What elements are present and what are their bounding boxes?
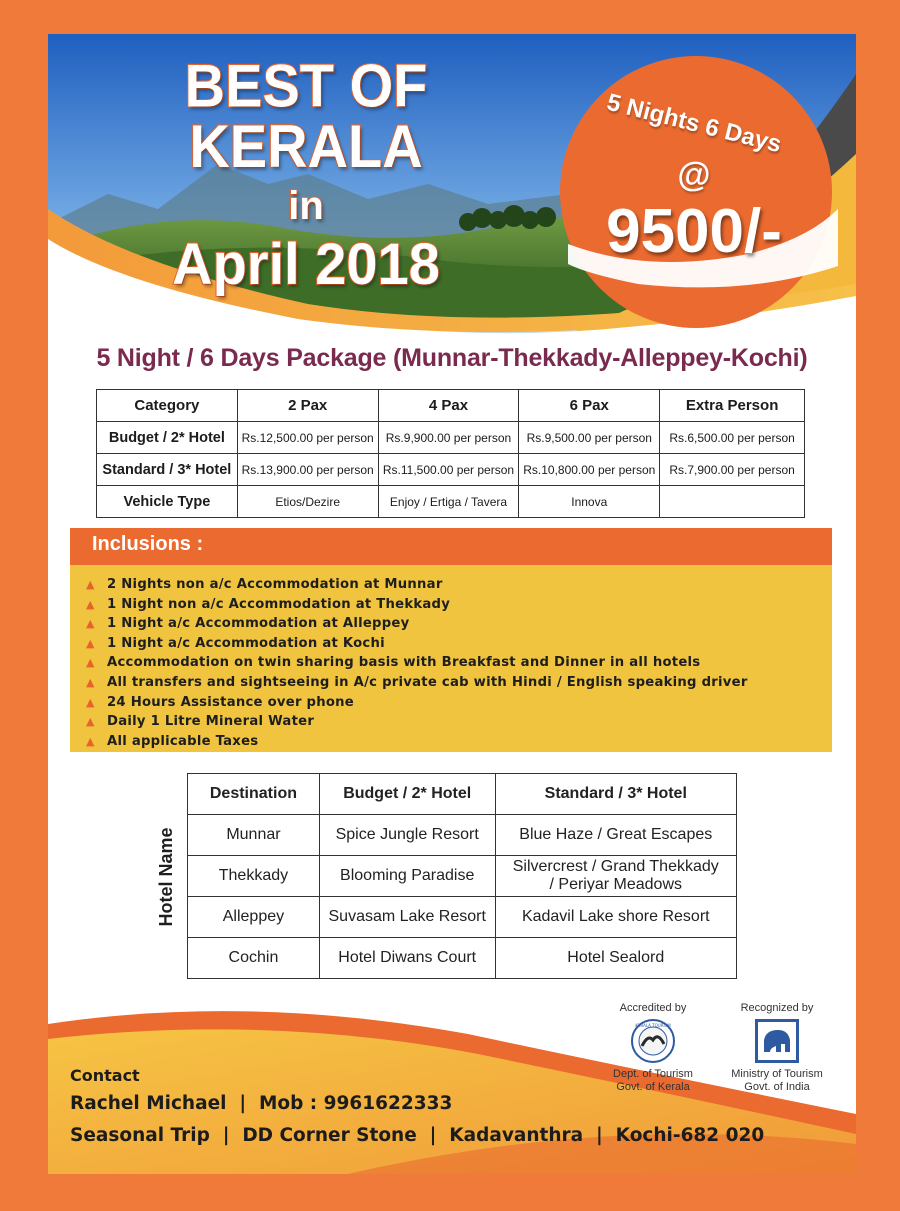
thumbs-up-icon: ▲ (86, 597, 95, 611)
list-item (86, 712, 832, 732)
hero-title-line3: April 2018 (172, 230, 440, 297)
thumbs-up-icon: ▲ (86, 675, 95, 689)
price-header-cell: Extra Person (660, 390, 805, 422)
hero-title (76, 51, 536, 297)
hotel-budget: Blooming Paradise (319, 856, 495, 897)
hotel-standard: Silvercrest / Grand Thekkady / Periyar Meadows (495, 856, 736, 897)
hotel-table-header-row (188, 774, 737, 815)
inclusions-list (86, 575, 832, 751)
kerala-tourism-logo-icon (630, 1018, 676, 1064)
table-row (97, 486, 805, 518)
brochure-sheet (48, 34, 856, 1174)
hotel-standard: Blue Haze / Great Escapes (495, 815, 736, 856)
price-row-label: Budget / 2* Hotel (97, 422, 238, 454)
hotel-destination: Cochin (188, 938, 320, 979)
india-ministry-line2: Govt. of India (744, 1081, 810, 1093)
kerala-dept-line2: Govt. of Kerala (616, 1081, 690, 1093)
list-item (86, 614, 832, 634)
price-cell: Rs.9,900.00 per person (378, 422, 519, 454)
hotel-table (187, 773, 737, 979)
inclusion-text: Accommodation on twin sharing basis with Breakfast and Dinner in all hotels (107, 655, 701, 671)
inclusion-text: Daily 1 Litre Mineral Water (107, 714, 315, 730)
badge-price: 9500/- (606, 197, 782, 266)
recognized-by-label: Recognized by (740, 1002, 814, 1014)
hotel-destination: Munnar (188, 815, 320, 856)
hero-title-line2: in (288, 184, 324, 228)
price-table (96, 389, 805, 518)
hotel-standard: Kadavil Lake shore Resort (495, 897, 736, 938)
package-title: 5 Night / 6 Days Package (Munnar-Thekkady-Alleppey-Kochi) (96, 344, 808, 372)
table-row (188, 856, 737, 897)
table-row (188, 815, 737, 856)
list-item (86, 634, 832, 654)
hotel-header-cell: Budget / 2* Hotel (319, 774, 495, 815)
price-row-label: Vehicle Type (97, 486, 238, 518)
contact-name-phone: Rachel Michael | Mob : 9961622333 (70, 1093, 453, 1114)
thumbs-up-icon: ▲ (86, 734, 95, 748)
price-cell: Rs.13,900.00 per person (237, 454, 378, 486)
price-header-cell: 2 Pax (237, 390, 378, 422)
price-cell: Rs.6,500.00 per person (660, 422, 805, 454)
list-item (86, 693, 832, 713)
inclusions-panel (70, 528, 832, 758)
price-cell: Innova (519, 486, 660, 518)
kerala-dept-line1: Dept. of Tourism (613, 1068, 693, 1080)
accredited-by-label: Accredited by (619, 1002, 687, 1014)
hotel-name-label: Hotel Name (156, 827, 176, 927)
hotel-standard: Hotel Sealord (495, 938, 736, 979)
badge-at: @ (677, 156, 711, 194)
price-table-header-row (97, 390, 805, 422)
thumbs-up-icon: ▲ (86, 656, 95, 670)
price-header-cell: Category (97, 390, 238, 422)
price-row-label: Standard / 3* Hotel (97, 454, 238, 486)
price-cell: Rs.10,800.00 per person (519, 454, 660, 486)
price-cell: Rs.12,500.00 per person (237, 422, 378, 454)
contact-heading: Contact (70, 1066, 140, 1085)
price-cell: Rs.9,500.00 per person (519, 422, 660, 454)
price-cell: Etios/Dezire (237, 486, 378, 518)
thumbs-up-icon: ▲ (86, 617, 95, 631)
thumbs-up-icon: ▲ (86, 695, 95, 709)
ministry-of-tourism-logo-icon (754, 1018, 800, 1064)
inclusion-text: All applicable Taxes (107, 733, 259, 749)
table-row (188, 938, 737, 979)
price-badge (560, 84, 828, 304)
list-item (86, 653, 832, 673)
hotel-budget: Suvasam Lake Resort (319, 897, 495, 938)
hotel-budget: Spice Jungle Resort (319, 815, 495, 856)
table-row (97, 422, 805, 454)
hotel-destination: Thekkady (188, 856, 320, 897)
hero-banner (48, 34, 856, 334)
inclusions-body (70, 565, 832, 752)
list-item (86, 595, 832, 615)
hero-title-line1: BEST OF KERALA (184, 51, 428, 180)
contact-address: Seasonal Trip | DD Corner Stone | Kadavanthra | Kochi-682 020 (70, 1125, 765, 1146)
hotel-destination: Alleppey (188, 897, 320, 938)
price-cell: Enjoy / Ertiga / Tavera (378, 486, 519, 518)
list-item (86, 673, 832, 693)
thumbs-up-icon: ▲ (86, 578, 95, 591)
inclusion-text: All transfers and sightseeing in A/c private cab with Hindi / English speaking driver (107, 674, 748, 690)
price-cell (660, 486, 805, 518)
inclusion-text: 1 Night non a/c Accommodation at Thekkady (107, 596, 451, 612)
inclusion-text: 1 Night a/c Accommodation at Kochi (107, 635, 385, 651)
price-cell: Rs.7,900.00 per person (660, 454, 805, 486)
list-item (86, 575, 832, 595)
thumbs-up-icon: ▲ (86, 715, 95, 729)
kerala-logo-text: KERALA TOURISM (635, 1023, 671, 1028)
price-header-cell: 6 Pax (519, 390, 660, 422)
contact-block (70, 1066, 764, 1146)
inclusion-text: 24 Hours Assistance over phone (107, 694, 355, 710)
price-header-cell: 4 Pax (378, 390, 519, 422)
list-item (86, 732, 832, 752)
india-ministry-line1: Ministry of Tourism (731, 1068, 823, 1080)
inclusions-title: Inclusions : (70, 528, 832, 565)
hotel-header-cell: Standard / 3* Hotel (495, 774, 736, 815)
hotel-header-cell: Destination (188, 774, 320, 815)
price-cell: Rs.11,500.00 per person (378, 454, 519, 486)
hotel-budget: Hotel Diwans Court (319, 938, 495, 979)
inclusion-text: 1 Night a/c Accommodation at Alleppey (107, 616, 410, 632)
table-row (97, 454, 805, 486)
badge-duration: 5 Nights 6 Days (604, 88, 785, 159)
thumbs-up-icon: ▲ (86, 636, 95, 650)
inclusion-text: 2 Nights non a/c Accommodation at Munnar (107, 577, 443, 592)
table-row (188, 897, 737, 938)
